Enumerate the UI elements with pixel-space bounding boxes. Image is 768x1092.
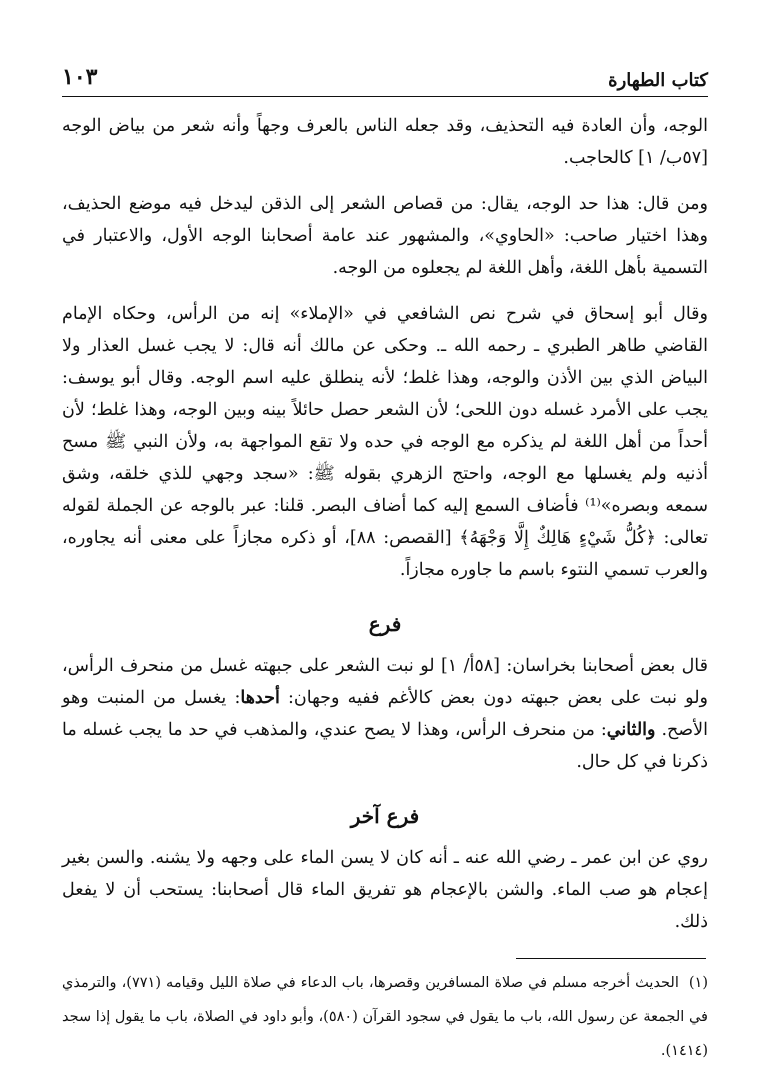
first-view-label: أحدها	[240, 688, 280, 708]
page-number: ١٠٣	[62, 64, 98, 90]
book-title: كتاب الطهارة	[608, 70, 708, 91]
footnotes	[62, 966, 708, 1068]
footnote-marker: (١)	[688, 975, 708, 991]
section-heading-far-akhar: فرع آخر	[350, 804, 420, 828]
paragraph-1: الوجه، وأن العادة فيه التحذيف، وقد جعله الناس بالعرف وجهاً وأنه شعر من بياض الوجه [٥٧ب/ ١] كالحاجب.	[62, 116, 708, 168]
main-text	[62, 110, 708, 952]
paragraph-3: وقال أبو إسحاق في شرح نص الشافعي في «الإملاء» إنه من الرأس، وحكاه الإمام القاضي طاهر الطبري ـ رحمه الله ـ. وحكى عن مالك أنه قال: لا يجب غسل العذار ولا البياض الذي بين الأذن والوجه، وهذا غلط؛ لأنه ينطلق عليه اسم الوجه. وقال أبو يوسف: يجب على الأمرد غسله دون اللحى؛ لأن الشعر حصل حائلاً بينه وبين الوجه، وهذا غلط؛ لأن أحداً من أهل اللغة لم يذكره مع الوجه في حده ولا تقع المواجهة به، ولأن النبي ﷺ مسح أذنيه ولم يغسلها مع الوجه، واحتج الزهري بقوله ﷺ: «سجد وجهي للذي خلقه، وشق سمعه وبصره»⁽¹⁾ فأضاف السمع إليه كما أضاف البصر. قلنا: عبر بالوجه عن الجملة لقوله تعالى: ﴿كُلُّ شَيْءٍ هَالِكٌ إِلَّا وَجْهَهُ﴾ [القصص: ٨٨]، أو ذكره مجازاً على معنى أنه يجاوره، والعرب تسمي النتوء باسم ما جاوره مجازاً.	[62, 304, 709, 580]
paragraph-4-part-c: : من منحرف الرأس، وهذا لا يصح عندي، والمذهب في حد ما يجب غسله ما ذكرنا في كل حال.	[62, 720, 708, 772]
paragraph-2: ومن قال: هذا حد الوجه، يقال: من قصاص الشعر إلى الذقن ليدخل فيه موضع الحذيف، وهذا اختيار صاحب: «الحاوي»، والمشهور عند عامة أصحابنا الوجه الأول، والاعتبار في التسمية بأهل اللغة، وأهل اللغة لم يجعلوه من الوجه.	[62, 194, 708, 278]
footnote-text: الحديث أخرجه مسلم في صلاة المسافرين وقصرها، باب الدعاء في صلاة الليل وقيامه (٧٧١)، والترمذي في الجمعة عن رسول الله، باب ما يقول في سجود القرآن (٥٨٠)، وأبو داود في الصلاة، باب ما يقول إذا سجد (١٤١٤).	[62, 975, 708, 1059]
running-header	[62, 62, 708, 97]
paragraph-4-part-a: قال بعض أصحابنا بخراسان: [٥٨أ/ ١] لو نبت الشعر على جبهته غسل من منحرف الرأس، ولو نبت على بعض جبهته دون بعض كالأغم ففيه وجهان:	[62, 656, 709, 708]
second-view-label: والثاني	[606, 720, 656, 740]
paragraph-5: روي عن ابن عمر ـ رضي الله عنه ـ أنه كان لا يسن الماء على وجهه ولا يشنه. والسن بغير إعجام هو صب الماء. والشن بالإعجام هو تفريق الماء قال أصحابنا: يستحب أن لا يفعل ذلك.	[62, 848, 708, 932]
footnote-separator	[516, 958, 706, 959]
section-heading-far: فرع	[368, 612, 402, 636]
paragraph-4-part-b: : يغسل من المنبت وهو الأصح.	[62, 688, 709, 740]
paragraph-4	[62, 650, 708, 778]
